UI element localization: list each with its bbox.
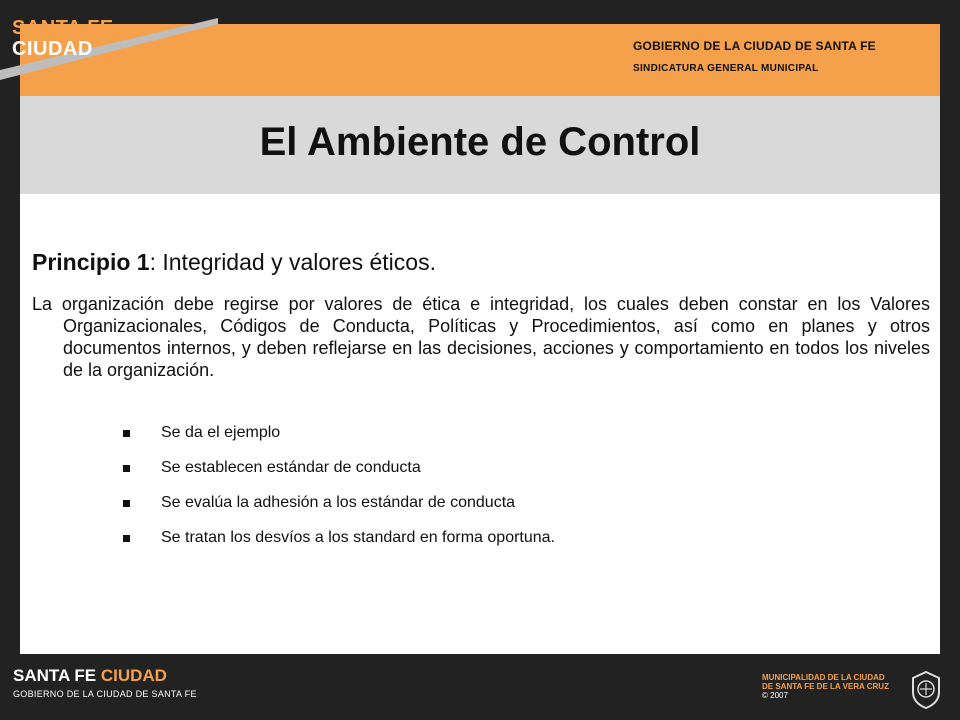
square-bullet-icon [123, 430, 130, 437]
logo-line1: SANTA FE [12, 17, 114, 39]
municipality-line1: MUNICIPALIDAD DE LA CIUDAD [762, 673, 885, 682]
footer-logo-word2: CIUDAD [100, 666, 167, 685]
list-item [123, 527, 555, 549]
square-bullet-icon [123, 465, 130, 472]
santa-fe-ciudad-logo [12, 18, 114, 59]
bullet-text: Se tratan los desvíos a los standard en forma oportuna. [161, 529, 556, 546]
principle-text: : Integridad y valores éticos. [149, 249, 436, 275]
footer-logo-word1: SANTA FE [13, 666, 97, 685]
municipality-line2: DE SANTA FE DE LA VERA CRUZ [762, 681, 889, 691]
principle-heading [32, 249, 436, 276]
city-seal-icon [909, 670, 943, 710]
square-bullet-icon [123, 535, 130, 542]
footer-logo [13, 667, 197, 699]
bullet-list [123, 422, 555, 562]
logo-line2: CIUDAD [12, 38, 93, 60]
slide-title: El Ambiente de Control [259, 120, 701, 164]
bullet-text: Se evalúa la adhesión a los estándar de conducta [161, 494, 516, 511]
list-item [123, 422, 555, 444]
bullet-text: Se establecen estándar de conducta [161, 459, 421, 476]
footer-logo-subtitle: GOBIERNO DE LA CIUDAD DE SANTA FE [13, 689, 197, 699]
body-paragraph: La organización debe regirse por valores de ética e integridad, los cuales deben constar en los Valores Organizacionales, Códigos de Conducta, Políticas y Procedimientos, así como en planes y otros documentos internos, y deben reflejarse en las decisiones, acciones y comportamiento en todos los niveles de la organización. [32, 294, 930, 380]
government-title: GOBIERNO DE LA CIUDAD DE SANTA FE [633, 39, 876, 53]
municipality-credit [762, 674, 889, 700]
list-item [123, 457, 555, 479]
list-item [123, 492, 555, 514]
bullet-text: Se da el ejemplo [161, 424, 281, 441]
square-bullet-icon [123, 500, 130, 507]
copyright-text: © 2007 [762, 690, 788, 700]
principle-label: Principio 1 [32, 249, 150, 275]
government-subtitle: SINDICATURA GENERAL MUNICIPAL [633, 63, 819, 74]
